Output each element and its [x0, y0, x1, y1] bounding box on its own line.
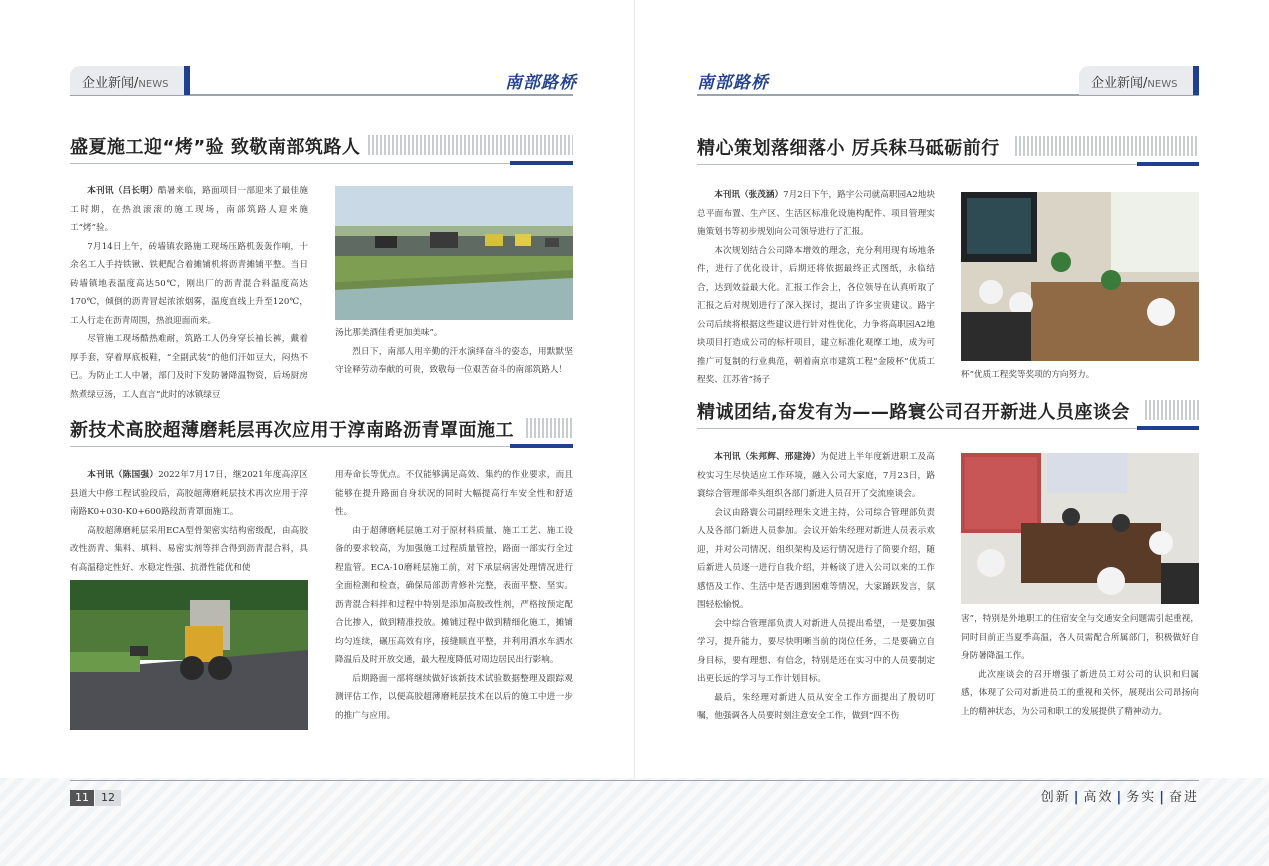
footer-slogan: 创新 | 高效 | 务实 | 奋进 — [1040, 790, 1199, 805]
symposium-image — [961, 453, 1199, 604]
paragraph: 汤比那美酒佳肴更加美味”。 — [335, 328, 443, 338]
paragraph: 尽管施工现场酷热难耐，筑路工人仍身穿长袖长裤，戴着厚手套，穿着厚底板鞋，“全副武装”的他们汗如豆大，闷热不已。为防止工人中暑，部门及时下发防暑降温物资，后场厨房熬煮绿豆汤，工人直言“此时的冰镇绿豆 — [70, 334, 308, 400]
section-label-cn: 企业新闻 — [82, 76, 135, 91]
right-page — [635, 0, 1269, 866]
paving-scene-image — [335, 186, 573, 320]
photo-meeting-room — [961, 192, 1199, 361]
byline: 本刊讯（吕长明） — [87, 186, 158, 196]
photo-road-roller — [70, 580, 308, 730]
paragraph: 高胶超薄磨耗层采用ECA型骨架密实结构密级配，由高胶改性沥青、集料、填料、易密实剂等拌合得到沥青混合料，具有高温稳定性好、水稳定性强、抗滑性能优和使 — [70, 525, 308, 573]
slogan-word: 奋进 — [1168, 790, 1199, 805]
footer-rule — [70, 780, 1199, 781]
article-headline — [697, 398, 1199, 438]
paragraph: 酷暑来临，路面项目一部迎来了最佳施工时期，在热浪滚滚的施工现场，南部筑路人迎来施工“烤”验。 — [70, 186, 308, 233]
paragraph: 杯”优质工程奖等奖项的方向努力。 — [961, 370, 1095, 380]
section-tab: 企业新闻/NEWS — [1079, 66, 1199, 95]
headline-text: 精诚团结,奋发有为——路寰公司召开新进人员座谈会 — [697, 402, 1130, 423]
paragraph: 7月14日上午，砖墙镇农路施工现场压路机轰轰作响，十余名工人手持铁锹、铁耙配合着摊铺机将沥青摊铺平整。当日砖墙镇地表温度高达50℃，刚出厂的沥青混合料温度高达170℃，倾倒的沥青冒起浓浓烟雾，温度直线上升至120℃，工人行走在沥青周围，热浪迎面而来。 — [70, 241, 308, 326]
paragraph: 本次规划结合公司降本增效的理念，充分利用现有场地条件，进行了优化设计，后期还将依据最终正式图纸，永临结合，达到效益最大化。汇报工作会上，各位领导在认真听取了汇报之后对规划进行了深入探讨，提出了许多宝贵建议。路宇公司后续将根据这些建议进行针对性优化，力争将高职园A2地块项目打造成公司的标杆项目，建立标准化观摩工地，成为可推广可复制的行业典范，朝着南京市建筑工程“金陵杯”优质工程奖、江苏省“扬子 — [697, 245, 935, 385]
headline-stripe — [526, 418, 573, 438]
article-body-col1 — [697, 186, 935, 390]
paragraph: 为促进上半年度新进职工及高校实习生尽快适应工作环境，融入公司大家庭，7月23日，路寰综合管理部牵头组织各部门新进人员召开了交流座谈会。 — [697, 452, 935, 499]
tab-accent — [184, 66, 190, 95]
brand-logo: 南部路桥 — [505, 73, 577, 93]
section-label-en: NEWS — [1147, 79, 1178, 90]
paragraph: 7月2日下午，路宇公司就高职园A2地块总平面布置、生产区、生活区标准化设施构配件、项目管理实施策划书等初步规划向公司领导进行了汇报。 — [697, 190, 935, 237]
article-headline — [697, 134, 1199, 174]
paragraph: 害”，特别是外地职工的住宿安全与交通安全问题需引起重视，同时目前正当夏季高温，各人员需配合所属部门，积极做好自身防暑降温工作。 — [961, 614, 1199, 661]
headline-accent — [510, 161, 573, 165]
left-page — [0, 0, 634, 866]
byline: 本刊讯（朱邦辉、邢建涛） — [714, 452, 821, 462]
article-body-col2 — [961, 366, 1199, 385]
brand-logo: 南部路桥 — [697, 73, 769, 93]
page-number-left: 11 — [70, 790, 94, 806]
photo-symposium — [961, 453, 1199, 604]
paragraph: 会中综合管理部负责人对新进人员提出希望，一是要加强学习，提升能力，要尽快明晰当前的岗位任务，二是要确立自身目标，要有理想、有信念，特别是还在实习中的人员要制定出更长远的学习与工作计划目标。 — [697, 618, 935, 684]
headline-text: 新技术高胶超薄磨耗层再次应用于淳南路沥青罩面施工 — [70, 420, 514, 441]
byline: 本刊讯（陈国强） — [87, 470, 159, 480]
headline-stripe — [368, 135, 573, 155]
headline-rule — [70, 163, 510, 164]
headline-accent — [510, 444, 573, 448]
headline-stripe — [1145, 400, 1199, 420]
headline-text: 盛夏施工迎“烤”验 致敬南部筑路人 — [70, 137, 361, 158]
article-body-col1 — [70, 182, 308, 404]
slogan-word: 高效 — [1083, 790, 1114, 805]
headline-text: 精心策划落细落小 厉兵秣马砥砺前行 — [697, 138, 1000, 159]
article-body-col2 — [335, 324, 573, 380]
article-headline — [70, 416, 573, 456]
paragraph: 由于超薄磨耗层施工对于原材料质量、施工工艺、施工设备的要求较高，为加强施工过程质量管控，路面一部实行全过程监管。ECA-10磨耗层施工前，对下承层病害处理情况进行全面检测和检查，确保局部沥青修补完整，表面平整、坚实。沥青混合料拌和过程中特别是添加高胶改性剂，严格按预定配合比掺入，做到精准投放。摊铺过程中做到精细化施工，摊铺均匀连续，碾压高效有序，接缝顺直平整，并利用洒水车洒水降温后及时开放交通，最大程度降低对周边居民出行影响。 — [335, 525, 573, 665]
page-number-right: 12 — [95, 790, 121, 806]
headline-rule — [70, 446, 510, 447]
article-body-col2 — [961, 610, 1199, 721]
headline-accent — [1137, 426, 1199, 430]
meeting-report-image — [961, 192, 1199, 361]
paragraph: 最后，朱经理对新进人员从安全工作方面提出了殷切叮嘱，他强调各人员要时刻注意安全工作，做到“四不伤 — [697, 692, 935, 721]
article-body-col1 — [70, 466, 308, 577]
paragraph: 后期路面一部将继续做好该新技术试验数据整理及跟踪观测评估工作，以便高胶超薄磨耗层技术在以后的施工中进一步的推广与应用。 — [335, 673, 573, 721]
article-body-col1 — [697, 448, 935, 726]
section-label-en: NEWS — [138, 79, 169, 90]
paragraph: 烈日下，南部人用辛勤的汗水演绎奋斗的姿态，用默默坚守诠释劳动奉献的可贵，致敬每一位艰苦奋斗的南部筑路人！ — [335, 346, 573, 375]
headline-accent — [1137, 162, 1199, 166]
slogan-word: 创新 — [1040, 790, 1071, 805]
paragraph: 2022年7月17日，继2021年度高淳区县道大中修工程试验段后，高胶超薄磨耗层技术再次应用于淳南路K0+030-K0+600路段沥青罩面施工。 — [70, 470, 308, 517]
photo-road-paving — [335, 186, 573, 320]
article-body-col2 — [335, 466, 573, 725]
article-headline — [70, 133, 573, 173]
paragraph: 用寿命长等优点。不仅能够满足高效、集约的作业要求，而且能够在提升路面自身状况的同时大幅提高行车安全性和舒适性。 — [335, 470, 573, 517]
headline-rule — [697, 428, 1137, 429]
tab-accent — [1193, 66, 1199, 95]
headline-rule — [697, 164, 1137, 165]
road-roller-image — [70, 580, 308, 730]
paragraph: 会议由路寰公司副经理朱文进主持，公司综合管理部负责人及各部门新进人员参加。会议开始朱经理对新进人员表示欢迎，并对公司情况、组织架构及运行情况进行了简要介绍，随后新进人员逐一进行自我介绍，并畅谈了进入公司以来的工作感悟及工作、生活中是否遇到困难等情况，大家踊跃发言，氛围轻松愉悦。 — [697, 507, 935, 610]
section-label-cn: 企业新闻 — [1091, 76, 1144, 91]
byline: 本刊讯（张茂涵） — [714, 190, 784, 200]
slogan-word: 务实 — [1126, 790, 1157, 805]
section-tab: 企业新闻/NEWS — [70, 66, 190, 95]
paragraph: 此次座谈会的召开增强了新进员工对公司的认识和归属感，体现了公司对新进员工的重视和关怀，展现出公司昂扬向上的精神状态，为公司和职工的发展提供了精神动力。 — [961, 669, 1199, 717]
headline-stripe — [1015, 136, 1199, 156]
